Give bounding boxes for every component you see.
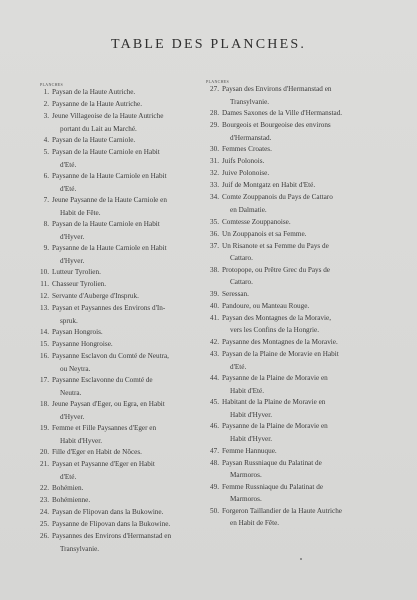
plate-number: 17.: [40, 376, 49, 384]
plate-title-continued: Habit d'Hyver.: [230, 410, 273, 419]
plate-number: 48.: [210, 458, 219, 467]
ink-speck: [300, 558, 302, 560]
plate-title: Bohémienne.: [52, 496, 91, 504]
plate-number: 13.: [40, 304, 49, 312]
plate-number: 35.: [210, 217, 219, 226]
plate-entry: [40, 506, 164, 519]
plate-entry: [43, 194, 167, 219]
plate-entry: [210, 336, 338, 349]
plate-entry: [40, 398, 165, 423]
plate-title-continued: Cattaro.: [230, 278, 253, 287]
plate-number: 50.: [210, 506, 219, 515]
plate-number: 25.: [40, 520, 49, 528]
plate-number: 33.: [210, 181, 219, 190]
plate-entry: [40, 326, 103, 339]
plate-number: 7.: [43, 196, 49, 204]
plate-number: 26.: [40, 532, 49, 540]
plate-title: Paysan de la Haute Autriche.: [52, 88, 136, 96]
plate-entry: [40, 458, 155, 483]
plate-title-continued: spruk.: [60, 316, 78, 325]
plate-title: Paysannes des Environs d'Hermanstad en: [52, 532, 172, 540]
plate-number: 2.: [43, 100, 49, 108]
plate-title: Forgeron Taillandier de la Haute Autriche: [222, 506, 342, 515]
plate-entry: [210, 83, 332, 108]
plate-number: 20.: [40, 448, 49, 456]
plate-number: 12.: [40, 292, 49, 300]
right-column-label: PLANCHES: [206, 79, 230, 84]
plate-entry: [210, 457, 322, 482]
plate-number: 28.: [210, 109, 219, 118]
plate-title: Paysanne Esclavon du Comté de Neutra,: [52, 352, 169, 360]
plate-number: 30.: [210, 145, 219, 154]
plate-entry: [43, 134, 136, 147]
plate-title-continued: vers les Confins de la Hongrie.: [230, 326, 320, 335]
plate-title: Paysanne des Montagnes de la Moravie.: [222, 338, 338, 347]
plate-title: Jeune Paysanne de la Haute Carniole en: [52, 196, 167, 204]
plate-title: Dames Saxones de la Ville d'Hermanstad.: [222, 109, 343, 118]
plate-title: Lutteur Tyrolien.: [52, 268, 101, 276]
plate-title-continued: d'Eté.: [60, 472, 77, 481]
plate-entry: [210, 300, 310, 313]
plate-number: 37.: [210, 241, 219, 250]
plate-number: 36.: [210, 229, 219, 238]
plate-number: 39.: [210, 289, 219, 298]
plate-title: Un Risanote et sa Femme du Pays de: [222, 241, 329, 250]
plate-number: 42.: [210, 338, 219, 347]
plate-entry: [43, 170, 167, 195]
plate-entry: [210, 481, 324, 506]
plate-entry: [210, 420, 328, 445]
plate-number: 4.: [43, 136, 49, 144]
plate-entry: [40, 494, 91, 507]
plate-number: 46.: [210, 422, 219, 431]
plate-number: 27.: [210, 85, 219, 93]
plate-title: Servante d'Auberge d'Inspruk.: [52, 292, 139, 300]
plate-title: Bohémien.: [52, 484, 84, 492]
plate-entry: [210, 155, 265, 168]
plate-number: 14.: [40, 328, 49, 336]
plate-title: Jeune Villageoise de la Haute Autriche: [52, 112, 164, 120]
plate-title-continued: ou Neytra.: [60, 364, 91, 373]
plate-number: 44.: [210, 374, 219, 383]
plate-number: 40.: [210, 301, 219, 310]
plate-entry: [210, 505, 342, 530]
plate-title-continued: Marmoros.: [230, 471, 262, 480]
plate-entry: [210, 264, 330, 289]
plate-title-continued: en Habit de Fête.: [230, 519, 280, 528]
plate-title-continued: portant du Lait au Marché.: [60, 124, 137, 133]
plate-entry: [43, 242, 167, 267]
plate-number: 29.: [210, 121, 219, 130]
plate-entry: [43, 146, 160, 171]
plate-title: Paysan de la Haute Carniole.: [52, 136, 136, 144]
plate-entry: [40, 338, 113, 351]
plate-number: 45.: [210, 398, 219, 407]
plate-number: 18.: [40, 400, 49, 408]
plate-number: 21.: [40, 460, 49, 468]
plate-title: Protopope, ou Prêtre Grec du Pays de: [222, 265, 330, 274]
plate-title: Paysan Russniaque du Palatinat de: [222, 458, 322, 467]
plate-title: Pandoure, ou Manteau Rouge.: [222, 301, 310, 310]
plate-title: Seressan.: [222, 289, 249, 298]
plate-entry: [40, 302, 166, 327]
plate-title: Femme Russniaque du Palatinat de: [222, 482, 324, 491]
plate-entry: [40, 350, 169, 375]
plate-title: Paysan de Flipovan dans la Bukowine.: [52, 508, 164, 516]
plate-title-continued: d'Hyver.: [60, 256, 85, 265]
plate-number: 24.: [40, 508, 49, 516]
plate-title: Un Zouppanois et sa Femme.: [222, 229, 307, 238]
plate-entry: [43, 110, 164, 135]
plate-number: 5.: [43, 148, 49, 156]
plate-title-continued: en Dalmatie.: [230, 205, 267, 214]
plate-title-continued: d'Hyver.: [60, 232, 85, 241]
plate-title-continued: d'Eté.: [60, 160, 77, 169]
plate-number: 10.: [40, 268, 49, 276]
plate-title: Paysan de la Haute Carniole en Habit: [52, 148, 160, 156]
plate-entry: [43, 218, 160, 243]
plate-title: Paysan des Montagnes de la Moravie,: [222, 313, 331, 322]
plate-number: 41.: [210, 313, 219, 322]
plate-entry: [40, 422, 157, 447]
plate-title: Comtesse Zouppanoise.: [222, 217, 291, 226]
plate-title-continued: Habit de Fête.: [60, 208, 101, 217]
plate-title: Paysan Hongrois.: [52, 328, 103, 336]
plate-entry: [210, 179, 316, 192]
plate-entry: [210, 228, 307, 241]
plate-title: Comte Zouppanois du Pays de Cattaro: [222, 193, 333, 202]
plate-title: Juifs Polonois.: [222, 157, 265, 166]
plate-title: Paysanne de la Haute Carniole en Habit: [52, 244, 167, 252]
plate-title: Paysan de la Haute Carniole en Habit: [52, 220, 160, 228]
plate-number: 9.: [43, 244, 49, 252]
plate-number: 23.: [40, 496, 49, 504]
plate-entry: [40, 374, 153, 399]
plate-title: Paysan et Paysanne d'Eger en Habit: [52, 460, 155, 468]
plate-entry: [40, 278, 107, 291]
plate-entry: [40, 482, 84, 495]
plate-number: 15.: [40, 340, 49, 348]
plate-title: Paysanne de Flipovan dans la Bukowine.: [52, 520, 171, 528]
plate-title-continued: d'Hyver.: [60, 412, 85, 421]
plate-title: Bourgeois et Bourgeoise des environs: [222, 121, 331, 130]
plate-number: 19.: [40, 424, 49, 432]
plate-entry: [210, 372, 328, 397]
plate-number: 22.: [40, 484, 49, 492]
plate-entry: [43, 98, 143, 111]
plate-title: Paysanne Hongroise.: [52, 340, 113, 348]
plate-title: Paysan de la Plaine de Moravie en Habit: [222, 350, 339, 359]
plate-number: 1.: [43, 88, 49, 96]
plate-title: Paysanne de la Plaine de Moravie en: [222, 374, 328, 383]
plate-title: Femme Hannuque.: [222, 446, 277, 455]
plate-title-continued: Habit d'Hyver.: [60, 436, 103, 445]
plate-entry: [210, 143, 272, 156]
plate-number: 31.: [210, 157, 219, 166]
plate-title: Femme et Fille Paysannes d'Eger en: [52, 424, 157, 432]
plate-number: 16.: [40, 352, 49, 360]
plate-title: Paysanne de la Haute Autriche.: [52, 100, 143, 108]
plate-title-continued: d'Hermanstad.: [230, 133, 272, 142]
plate-title: Juif de Montgatz en Habit d'Eté.: [222, 181, 316, 190]
plate-entry: [43, 86, 136, 99]
plate-number: 49.: [210, 482, 219, 491]
plate-title: Paysanne de la Haute Carniole en Habit: [52, 172, 167, 180]
plate-number: 6.: [43, 172, 49, 180]
plate-entry: [210, 240, 329, 265]
plate-title-continued: Marmoros.: [230, 495, 262, 504]
plate-number: 43.: [210, 350, 219, 359]
plate-title-continued: Transylvanie.: [60, 544, 100, 553]
plate-title: Paysanne Esclavonne du Comté de: [52, 376, 153, 384]
plate-entry: [40, 446, 142, 459]
plate-number: 47.: [210, 446, 219, 455]
plate-entry: [40, 530, 172, 555]
plate-title: Jeune Paysan d'Eger, ou Egra, en Habit: [52, 400, 165, 408]
plate-title: Fille d'Eger en Habit de Nôces.: [52, 448, 142, 456]
plate-entry: [210, 107, 343, 120]
plate-entry: [210, 167, 270, 180]
plate-title-continued: Habit d'Hyver.: [230, 434, 273, 443]
plate-title: Paysanne de la Plaine de Moravie en: [222, 422, 328, 431]
left-column-label: PLANCHES: [40, 82, 64, 87]
plate-number: 11.: [40, 280, 49, 288]
plate-title: Paysan des Environs d'Hermanstad en: [222, 85, 332, 93]
plate-number: 38.: [210, 265, 219, 274]
plate-title: Paysan et Paysannes des Environs d'In-: [52, 304, 166, 312]
plate-number: 3.: [43, 112, 49, 120]
plate-title: Femmes Croates.: [222, 145, 272, 154]
plate-number: 34.: [210, 193, 219, 202]
plate-title: Habitant de la Plaine de Moravie en: [222, 398, 326, 407]
plate-number: 8.: [43, 220, 49, 228]
plate-title: Juive Polonoise.: [222, 169, 270, 178]
plate-title-continued: Cattaro.: [230, 254, 253, 263]
plate-title-continued: Neutra.: [60, 388, 82, 397]
plate-entry: [210, 396, 326, 421]
plate-entry: [210, 288, 249, 301]
plate-entry: [210, 119, 331, 144]
plate-entry: [210, 216, 291, 229]
plate-entry: [210, 312, 331, 337]
plate-title-continued: d'Eté.: [230, 362, 247, 371]
plate-entry: [210, 348, 339, 373]
plate-title-continued: Habit d'Eté.: [230, 386, 265, 395]
plate-title-continued: d'Eté.: [60, 184, 77, 193]
plate-title-continued: Transylvanie.: [230, 97, 270, 106]
plate-entry: [210, 445, 277, 458]
plate-entry: [40, 266, 101, 279]
page-title: TABLE DES PLANCHES.: [110, 37, 307, 52]
plate-number: 32.: [210, 169, 219, 178]
plate-entry: [210, 191, 333, 216]
plate-entry: [40, 518, 171, 531]
plate-entry: [40, 290, 139, 303]
plate-title: Chasseur Tyrolien.: [52, 280, 107, 288]
